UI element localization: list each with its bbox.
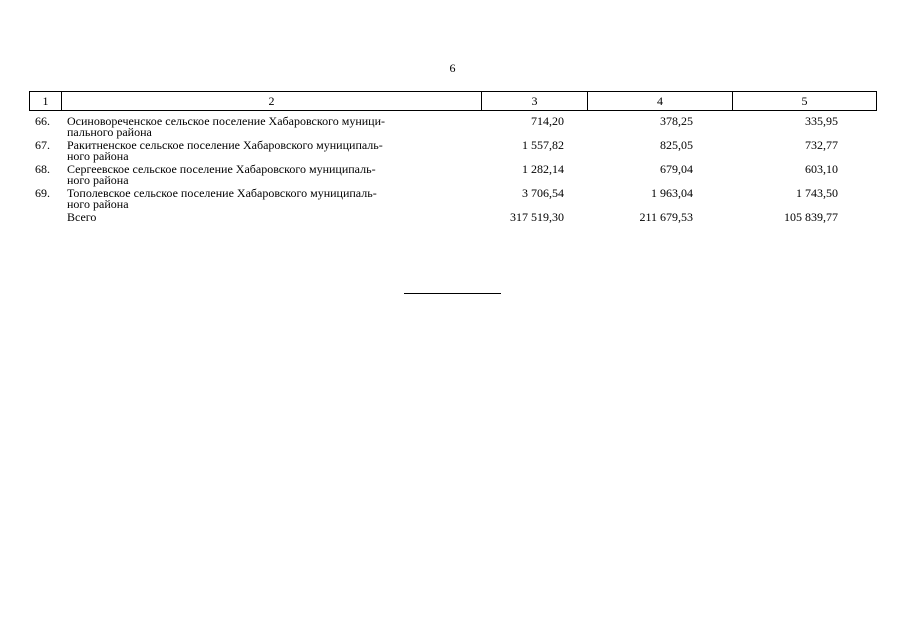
total-label: Всего: [67, 210, 97, 224]
header-col-1: 1: [30, 92, 62, 110]
value-col-4: 378,25: [660, 114, 693, 128]
settlement-name-line1: Осиновореченское сельское поселение Хабаровского муници-: [67, 114, 385, 128]
value-col-3: 1 282,14: [522, 162, 564, 176]
closing-rule: [404, 293, 501, 294]
settlement-name-line2: ного района: [67, 149, 129, 163]
row-number: 68.: [35, 162, 50, 176]
value-col-4: 679,04: [660, 162, 693, 176]
settlement-name-line2: ного района: [67, 197, 129, 211]
settlement-name: [67, 140, 487, 164]
table-row: [29, 140, 877, 164]
settlement-name-line1: Тополевское сельское поселение Хабаровского муниципаль-: [67, 186, 377, 200]
value-col-5: 1 743,50: [796, 186, 838, 200]
value-col-5: 603,10: [805, 162, 838, 176]
settlement-name-line1: Сергеевское сельское поселение Хабаровского муниципаль-: [67, 162, 376, 176]
header-col-5: 5: [801, 94, 808, 108]
total-col-3: 317 519,30: [510, 210, 564, 224]
settlement-name: [67, 116, 487, 140]
settlement-name-line2: пального района: [67, 125, 152, 139]
value-col-3: 714,20: [531, 114, 564, 128]
value-col-3: 1 557,82: [522, 138, 564, 152]
total-label-cell: [67, 212, 487, 227]
page-number: 6: [449, 61, 456, 75]
total-col-4: 211 679,53: [639, 210, 693, 224]
value-col-5: 732,77: [805, 138, 838, 152]
row-number: 69.: [35, 186, 50, 200]
value-col-5: 335,95: [805, 114, 838, 128]
table-row: [29, 164, 877, 188]
settlement-name: [67, 188, 487, 212]
total-row: [29, 212, 877, 227]
value-col-4: 1 963,04: [651, 186, 693, 200]
total-col-5: 105 839,77: [784, 210, 838, 224]
header-col-4: 4: [588, 92, 733, 110]
settlement-name: [67, 164, 487, 188]
table-row: [29, 188, 877, 212]
settlement-name-line1: Ракитненское сельское поселение Хабаровского муниципаль-: [67, 138, 383, 152]
table-row: [29, 116, 877, 140]
row-number: 66.: [35, 114, 50, 128]
value-col-4: 825,05: [660, 138, 693, 152]
table-body: [29, 116, 877, 227]
settlement-name-line2: ного района: [67, 173, 129, 187]
header-col-3: 3: [482, 92, 588, 110]
value-col-3: 3 706,54: [522, 186, 564, 200]
table-header: [29, 91, 877, 111]
row-number: 67.: [35, 138, 50, 152]
header-col-2: 2: [62, 92, 482, 110]
